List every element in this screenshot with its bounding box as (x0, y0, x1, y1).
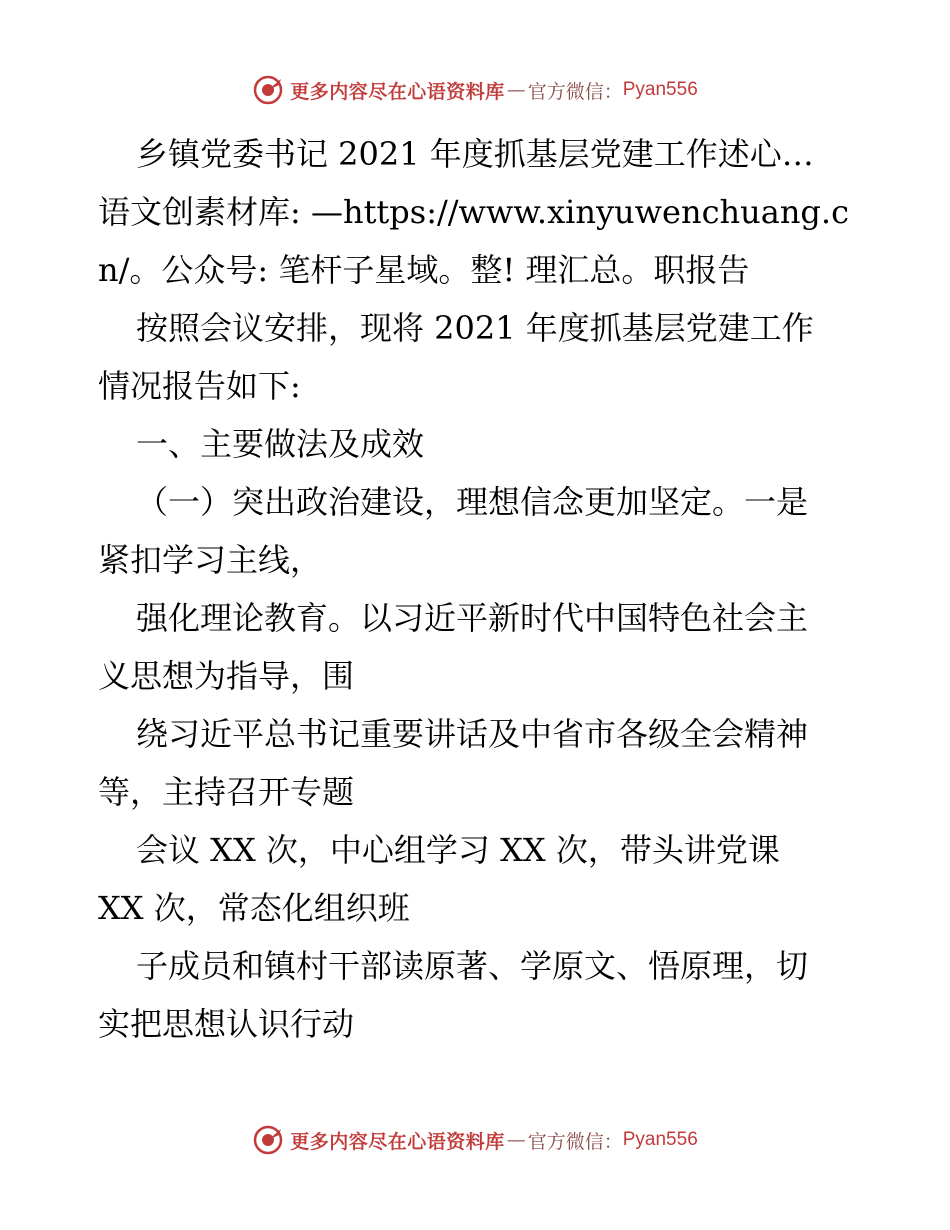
body-line: n/。公众号: 笔杆子星域。整! 理汇总。职报告 (98, 251, 750, 289)
body-line: 义思想为指导，围 (98, 657, 355, 695)
banner-handle: Pyan556 (622, 79, 698, 100)
header-banner (0, 70, 950, 110)
body-line: 子成员和镇村干部读原著、学原文、悟原理，切 (136, 947, 809, 985)
body-line: 乡镇党委书记 2021 年度抓基层党建工作述心… (136, 135, 814, 173)
quill-logo-icon (252, 1124, 284, 1156)
body-line: （一）突出政治建设，理想信念更加坚定。一是 (136, 483, 809, 521)
banner-dash: — (506, 1129, 526, 1151)
banner-handle: Pyan556 (622, 1129, 698, 1150)
body-line: 紧扣学习主线， (98, 541, 323, 579)
footer-banner (0, 1120, 950, 1160)
section-heading: 一、主要做法及成效 (136, 425, 425, 463)
body-line: 实把思想认识行动 (98, 1005, 355, 1043)
banner-dash: — (506, 79, 526, 101)
banner-sub-text: 官方微信： (527, 80, 623, 103)
banner-main-text: 更多内容尽在心语资料库 (290, 80, 505, 103)
body-line: 等，主持召开专题 (98, 773, 355, 811)
body-line: 语文创素材库: —https://www.xinyuwenchuang.c (98, 193, 850, 231)
quill-logo-icon (252, 74, 284, 106)
body-line: 绕习近平总书记重要讲话及中省市各级全会精神 (136, 715, 809, 753)
body-line: 强化理论教育。以习近平新时代中国特色社会主 (136, 599, 809, 637)
body-line: 会议 XX 次，中心组学习 XX 次，带头讲党课 (136, 831, 780, 869)
banner-sub-text: 官方微信： (527, 1130, 623, 1153)
body-line: 情况报告如下: (98, 367, 301, 405)
document-body (98, 125, 858, 1053)
body-line: 按照会议安排，现将 2021 年度抓基层党建工作 (136, 309, 814, 347)
body-line: XX 次，常态化组织班 (98, 889, 410, 927)
banner-main-text: 更多内容尽在心语资料库 (290, 1130, 505, 1153)
